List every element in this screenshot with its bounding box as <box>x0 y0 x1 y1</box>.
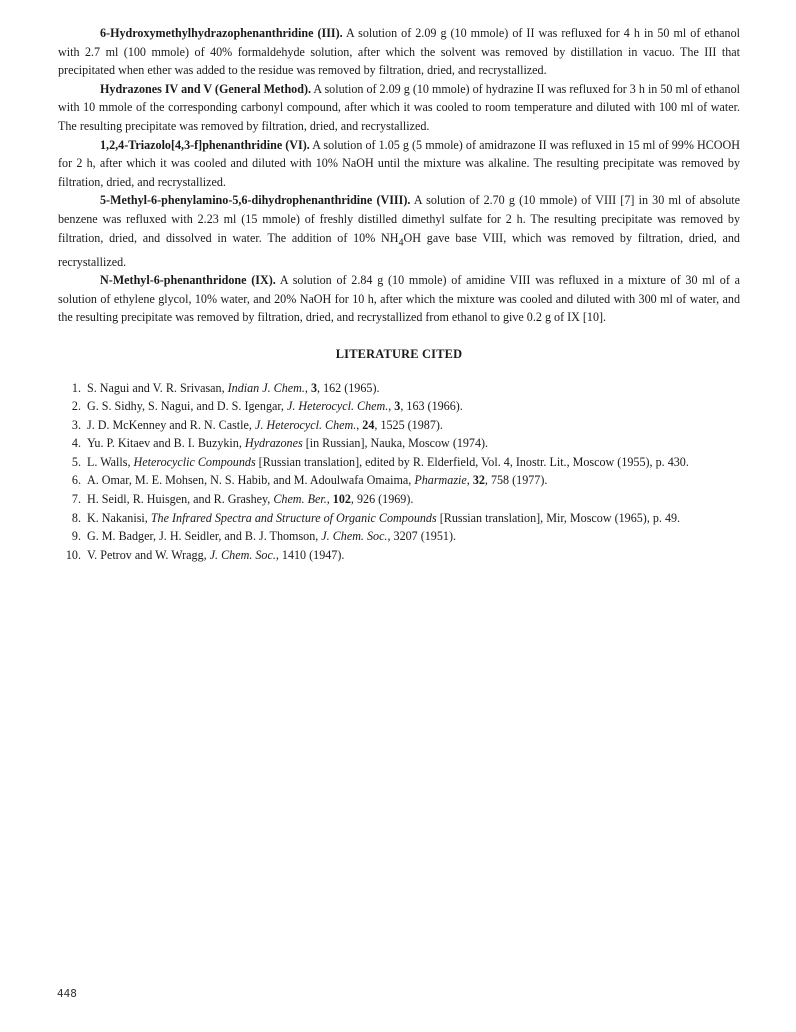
procedure-text: A solution of 1.05 g (5 mmole) of amidrazone II was refluxed in 15 ml of 99% HCOOH for 2 h, after which it was cooled and diluted with 10% NaOH until the mixture was alkaline. The resulting precipitate was removed by filtration, dried, and recrystallized. <box>58 137 740 189</box>
page-number: 448 <box>57 987 77 1000</box>
reference-list <box>58 379 740 565</box>
reference-item <box>58 416 740 435</box>
procedure-paragraph-ix <box>58 271 740 327</box>
reference-number: 5. <box>71 454 81 469</box>
procedure-title: 6-Hydroxymethylhydrazophenanthridine (III). <box>100 26 343 40</box>
procedure-title: Hydrazones IV and V (General Method). <box>100 81 311 96</box>
reference-number: 1. <box>71 380 81 395</box>
reference-number: 4. <box>71 436 81 451</box>
reference-item <box>58 527 740 546</box>
procedure-text: A solution of 2.09 g (10 mmole) of II was refluxed for 4 h in 50 ml of ethanol with 2.7 ml (100 mmole) of 40% formaldehyde solution, after which the solvent was removed by distillation in vacuo. The III that precipitated when ether was added to the residue was removed by filtration, dried, and recrystallized. <box>58 26 740 78</box>
reference-text: S. Nagui and V. R. Srivasan, Indian J. Chem., 3, 162 (1965). <box>87 380 380 395</box>
reference-number: 9. <box>71 529 81 544</box>
subscript: 4 <box>398 236 404 248</box>
reference-item <box>58 471 740 490</box>
procedure-title: 5-Methyl-6-phenylamino-5,6-dihydrophenanthridine (VIII). <box>100 193 411 208</box>
procedure-paragraph-iv-v <box>58 80 740 136</box>
procedure-text: A solution of 2.84 g (10 mmole) of amidine VIII was refluxed in a mixture of 30 ml of a solution of ethylene glycol, 10% water, and 20% NaOH for 10 h, after which the mixture was cooled and diluted with 300 ml of water, and the resulting precipitate was removed by filtration, dried, and recrystallized from ethanol to give 0.2 g of IX [10]. <box>58 273 741 325</box>
reference-number: 3. <box>71 417 81 432</box>
procedure-paragraph-vi <box>58 136 740 192</box>
reference-number: 8. <box>71 510 81 525</box>
reference-item <box>58 509 740 528</box>
reference-number: 7. <box>71 492 81 507</box>
procedure-paragraph-viii <box>58 191 740 271</box>
procedure-title: N-Methyl-6-phenanthridone (IX). <box>100 273 276 288</box>
reference-item <box>58 434 740 453</box>
reference-text: G. M. Badger, J. H. Seidler, and B. J. Thomson, J. Chem. Soc., 3207 (1951). <box>87 529 456 544</box>
procedure-paragraph-iii <box>58 24 740 80</box>
reference-text: G. S. Sidhy, S. Nagui, and D. S. Igengar, J. Heterocycl. Chem., 3, 163 (1966). <box>87 399 463 414</box>
page-body <box>58 24 740 564</box>
reference-text: K. Nakanisi, The Infrared Spectra and Structure of Organic Compounds [Russian translation], Mir, Moscow (1965), p. 49. <box>87 510 681 525</box>
reference-item <box>58 453 740 472</box>
procedure-text: OH gave base VIII, which was removed by filtration, dried, and recrystallized. <box>58 230 740 269</box>
reference-item <box>58 379 740 398</box>
reference-item <box>58 490 740 509</box>
reference-item <box>58 546 740 565</box>
reference-text: Yu. P. Kitaev and B. I. Buzykin, Hydrazones [in Russian], Nauka, Moscow (1974). <box>87 436 489 451</box>
procedure-text: A solution of 2.70 g (10 mmole) of VIII [7] in 30 ml of absolute benzene was refluxed with 2.23 ml (15 mmole) of freshly distilled dimethyl sulfate for 2 h. The resulting precipitate was removed by filtration, dried, and dissolved in water. The addition of 10% NH <box>58 193 740 245</box>
reference-text: L. Walls, Heterocyclic Compounds [Russian translation], edited by R. Elderfield, Vol. 4, Inostr. Lit., Moscow (1955), p. 430. <box>87 454 689 469</box>
reference-text: A. Omar, M. E. Mohsen, N. S. Habib, and M. Adoulwafa Omaima, Pharmazie, 32, 758 (1977). <box>87 473 548 488</box>
reference-text: H. Seidl, R. Huisgen, and R. Grashey, Chem. Ber., 102, 926 (1969). <box>87 492 414 507</box>
reference-number: 10. <box>65 547 81 562</box>
procedure-title: 1,2,4-Triazolo[4,3-f]phenanthridine (VI). <box>100 137 310 152</box>
literature-heading: LITERATURE CITED <box>335 346 463 361</box>
reference-item <box>58 397 740 416</box>
procedure-text: A solution of 2.09 g (10 mmole) of hydrazine II was refluxed for 3 h in 50 ml of ethanol with 10 mmole of the corresponding carbonyl compound, after which it was cooled to room temperature and diluted with 100 ml of water. The resulting precipitate was removed by filtration, dried, and recrystallized. <box>58 81 740 133</box>
reference-number: 6. <box>71 473 81 488</box>
reference-text: V. Petrov and W. Wragg, J. Chem. Soc., 1410 (1947). <box>87 547 345 562</box>
reference-number: 2. <box>71 399 81 414</box>
reference-text: J. D. McKenney and R. N. Castle, J. Heterocycl. Chem., 24, 1525 (1987). <box>87 417 443 432</box>
